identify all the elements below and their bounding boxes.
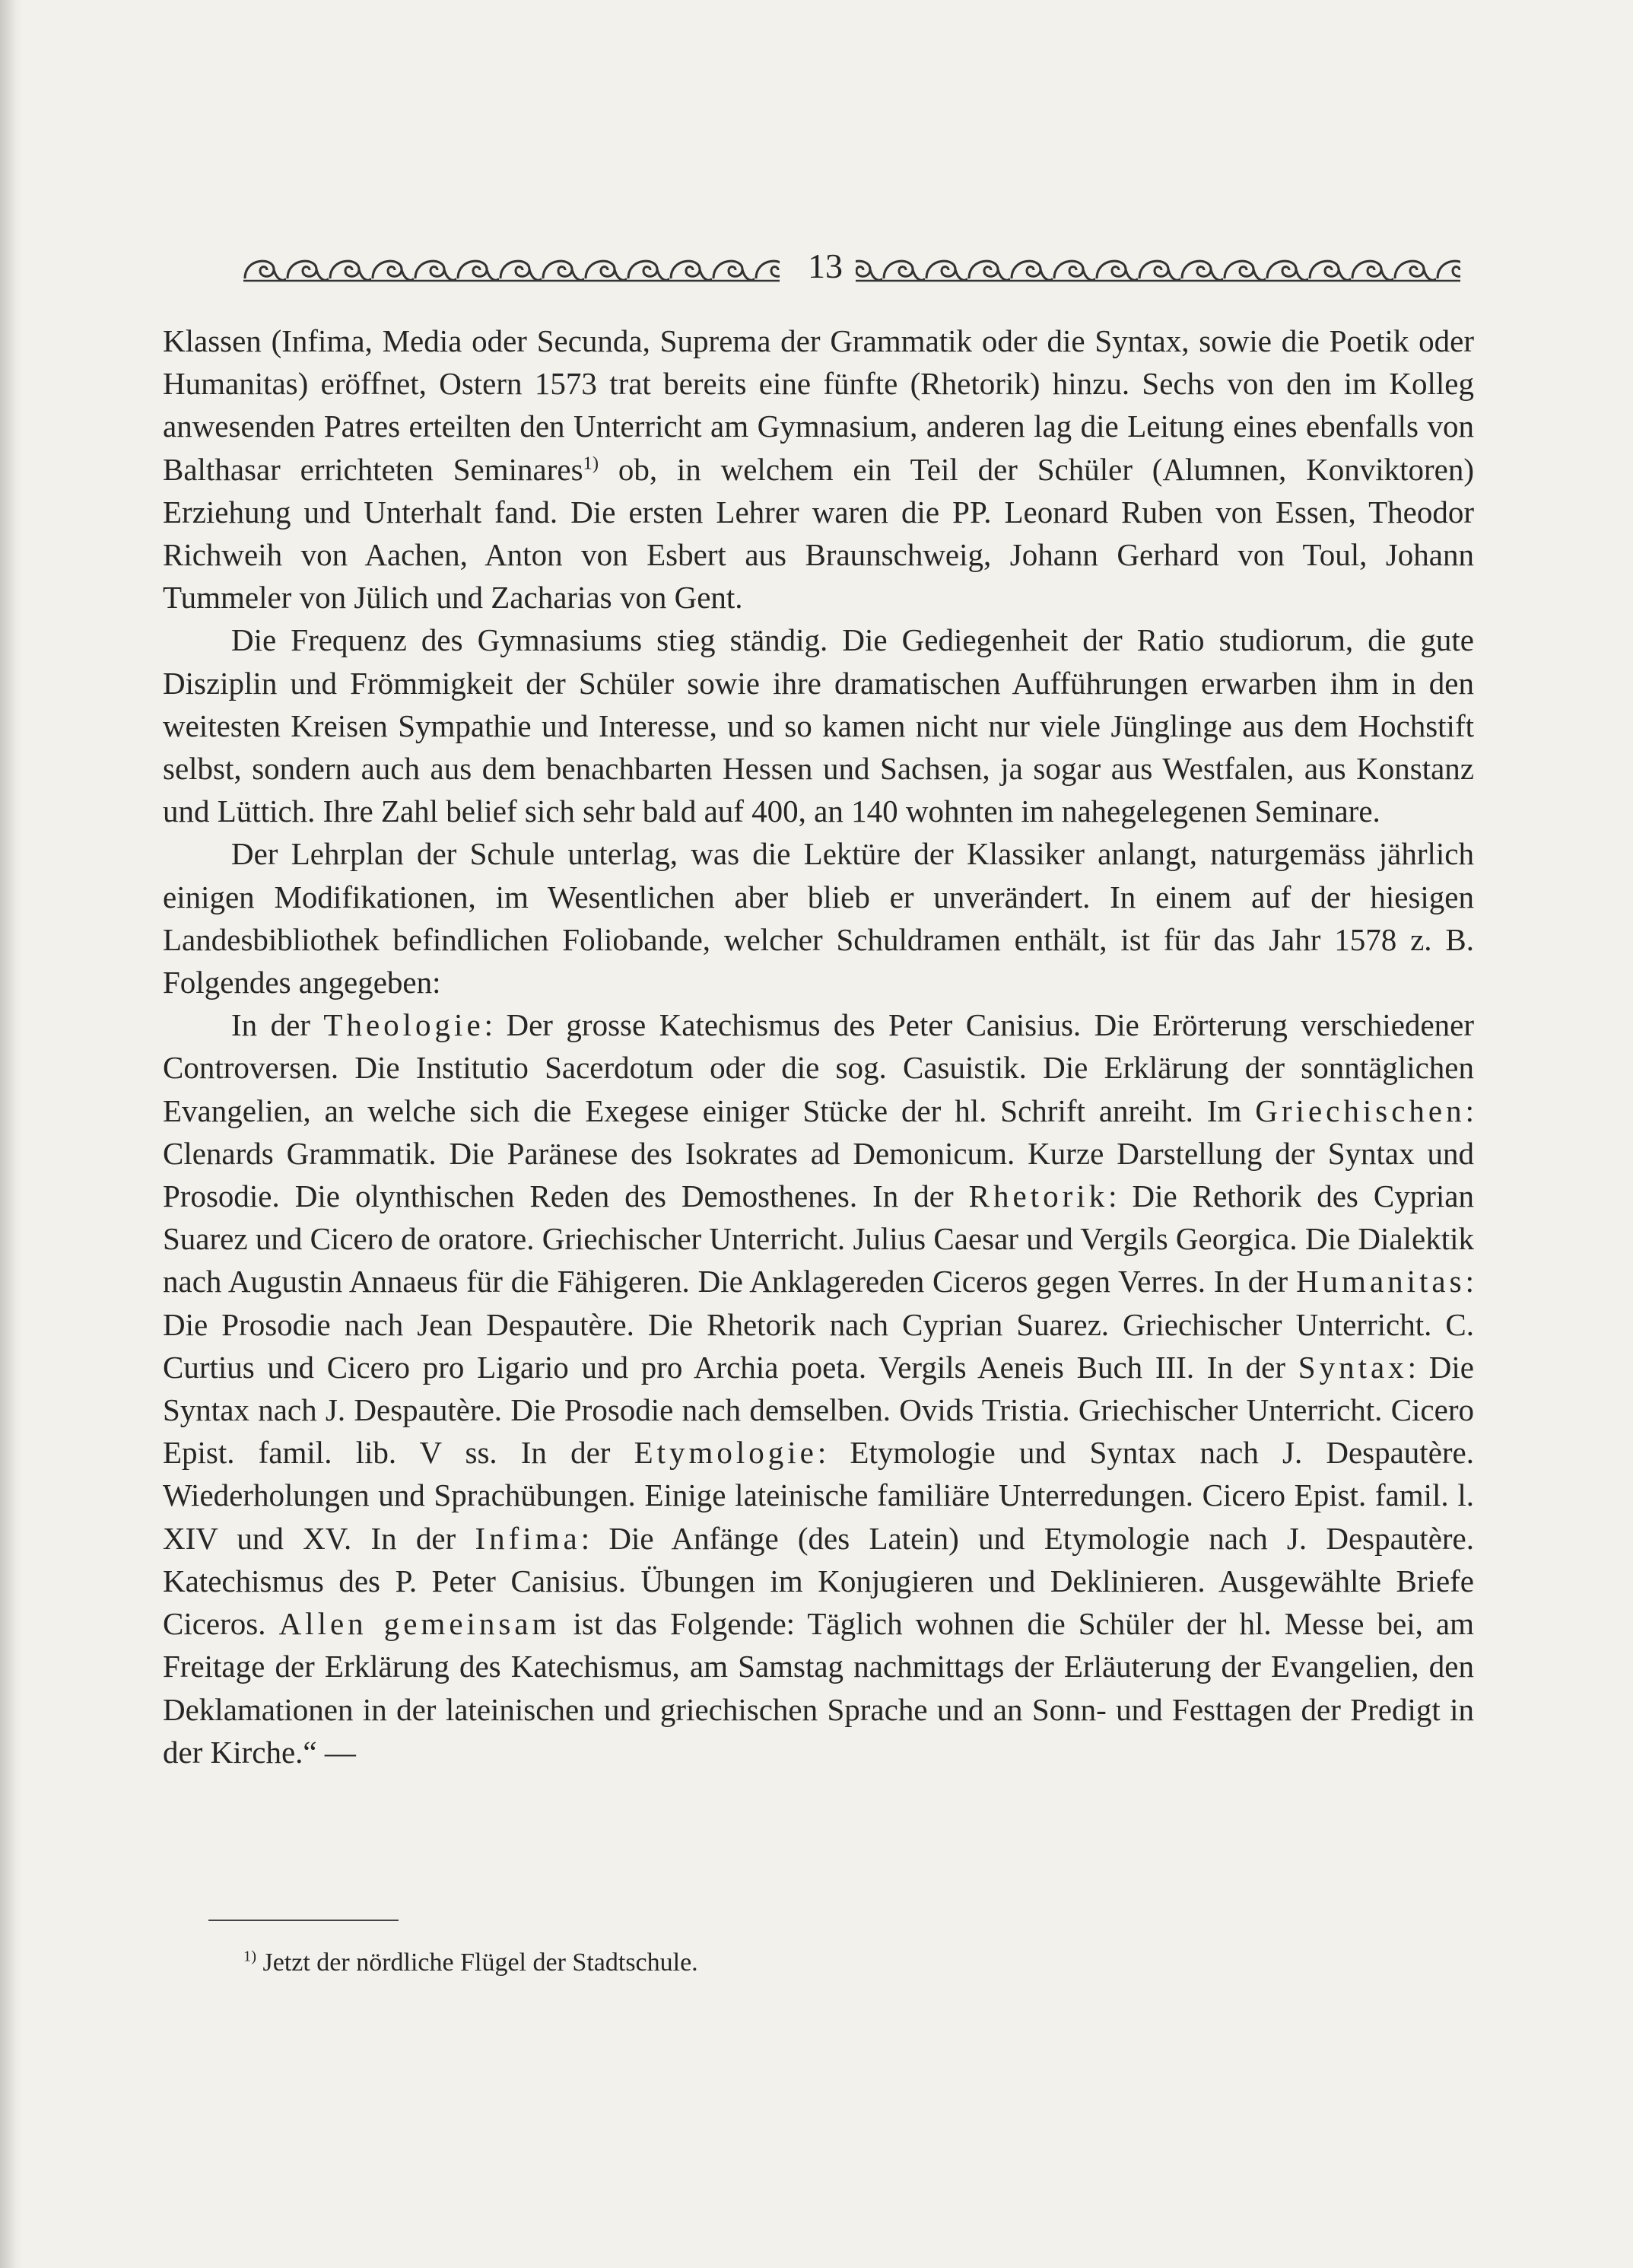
text-segment: : Die Syntax nach J. Despautère. Die Prosodie nach demselben. Ovids Tristia. Griechischer Unterricht. Cicero Epist. famil. lib. V ss. In der: [163, 1349, 1474, 1471]
footnote-reference: 1): [583, 452, 599, 473]
text-segment: ob, in welchem ein Teil der Schüler (Alumnen, Konviktoren) Erziehung und Unterhalt fand. Die ersten Lehrer waren die PP. Leonard Ruben von Essen, Theodor Richweih von Aachen, Anton von Esbert aus Braunschweig, Johann Gerhard von Toul, Johann Tummeler von Jülich und Zacharias von Gent.: [163, 451, 1474, 616]
paragraph: [163, 619, 1474, 832]
footnote-separator: [208, 1920, 399, 1921]
text-segment: : Die Anfänge (des Latein) und Etymologie nach J. Despautère. Katechismus des P. Peter Canisius. Übungen im Konjugieren und Deklinieren. Ausgewählte Briefe Ciceros.: [163, 1520, 1474, 1642]
paragraph: [163, 832, 1474, 1004]
emphasized-term: Syntax: [1298, 1349, 1408, 1385]
paragraph: [163, 1004, 1474, 1773]
page-header: [243, 245, 1460, 291]
emphasized-term: Theologie: [323, 1007, 484, 1043]
emphasized-term: Infima: [475, 1520, 581, 1556]
header-ornament-left: [243, 245, 780, 291]
text-segment: : Der grosse Katechismus des Peter Canisius. Die Erörterung verschiedener Controversen. Die Institutio Sacerdotum oder die sog. Casuistik. Die Erklärung der sonntäglichen Evangelien, an welche sich die Exegese einiger Stücke der hl. Schrift anreiht. Im: [163, 1007, 1474, 1128]
text-segment: ist das Folgende: Täglich wohnen die Schüler der hl. Messe bei, am Freitage der Erklärung des Katechismus, am Samstag nachmittags der Erläuterung der Evangelien, den Deklamationen in der lateinischen und griechischen Sprache und an Sonn- und Festtagen der Predigt in der Kirche.“ —: [163, 1606, 1474, 1770]
text-segment: Die Frequenz des Gymnasiums stieg ständig. Die Gediegenheit der Ratio studiorum, die gute Disziplin und Frömmigkeit der Schüler sowie ihre dramatischen Aufführungen erwarben ihm in den weitesten Kreisen Sympathie und Interesse, und so kamen nicht nur viele Jünglinge aus dem Hochstift selbst, sondern auch aus dem benachbarten Hessen und Sachsen, ja sogar aus Westfalen, aus Konstanz und Lüttich. Ihre Zahl belief sich sehr bald auf 400, an 140 wohnten im nahegelegenen Seminare.: [163, 622, 1474, 829]
emphasized-term: Humanitas: [1295, 1264, 1466, 1299]
footnote: [243, 1946, 698, 1980]
paragraph: [163, 320, 1474, 619]
text-segment: Der Lehrplan der Schule unterlag, was die Lektüre der Klassiker anlangt, naturgemäss jährlich einigen Modifikationen, im Wesentlichen aber blieb er unverändert. In einem auf der hiesigen Landesbibliothek befindlichen Foliobande, welcher Schuldramen enthält, ist für das Jahr 1578 z. B. Folgendes angegeben:: [163, 836, 1474, 1000]
page-edge-shadow: [0, 0, 23, 2268]
header-ornament-right: [856, 245, 1460, 291]
text-segment: : Clenards Grammatik. Die Paränese des Isokrates ad Demonicum. Kurze Darstellung der Syntax und Prosodie. Die olynthischen Reden des Demosthenes. In der: [163, 1093, 1474, 1214]
text-segment: In der: [231, 1007, 324, 1043]
emphasized-term: Allen gemeinsam: [278, 1606, 561, 1642]
text-segment: : Etymologie und Syntax nach J. Despautère. Wiederholungen und Sprachübungen. Einige lateinische familiäre Unterredungen. Cicero Epist. famil. l. XIV und XV. In der: [163, 1435, 1475, 1556]
text-segment: Klassen (Infima, Media oder Secunda, Suprema der Grammatik oder die Syntax, sowie die Poetik oder Humanitas) eröffnet, Ostern 1573 trat bereits eine fünfte (Rhetorik) hinzu. Sechs von den im Kolleg anwesenden Patres erteilten den Unterricht am Gymnasium, anderen lag die Leitung eines ebenfalls von Balthasar errichteten Seminares: [163, 323, 1474, 487]
emphasized-term: Griechischen: [1255, 1093, 1466, 1128]
emphasized-term: Rhetorik: [968, 1179, 1109, 1214]
body-text: [163, 320, 1474, 1773]
header-ornament-border: [243, 245, 1460, 291]
page-number: 13: [799, 243, 852, 289]
footnote-marker: 1): [243, 1948, 256, 1965]
footnote-text: Jetzt der nördliche Flügel der Stadtschule.: [256, 1948, 698, 1977]
text-segment: : Die Rethorik des Cyprian Suarez und Cicero de oratore. Griechischer Unterricht. Julius Caesar und Vergils Georgica. Die Dialektik nach Augustin Annaeus für die Fähigeren. Die Anklagereden Ciceros gegen Verres. In der: [163, 1179, 1474, 1299]
text-segment: : Die Prosodie nach Jean Despautère. Die Rhetorik nach Cyprian Suarez. Griechischer Unterricht. C. Curtius und Cicero pro Ligario und pro Archia poeta. Vergils Aeneis Buch III. In der: [163, 1264, 1474, 1385]
emphasized-term: Etymologie: [634, 1435, 818, 1471]
